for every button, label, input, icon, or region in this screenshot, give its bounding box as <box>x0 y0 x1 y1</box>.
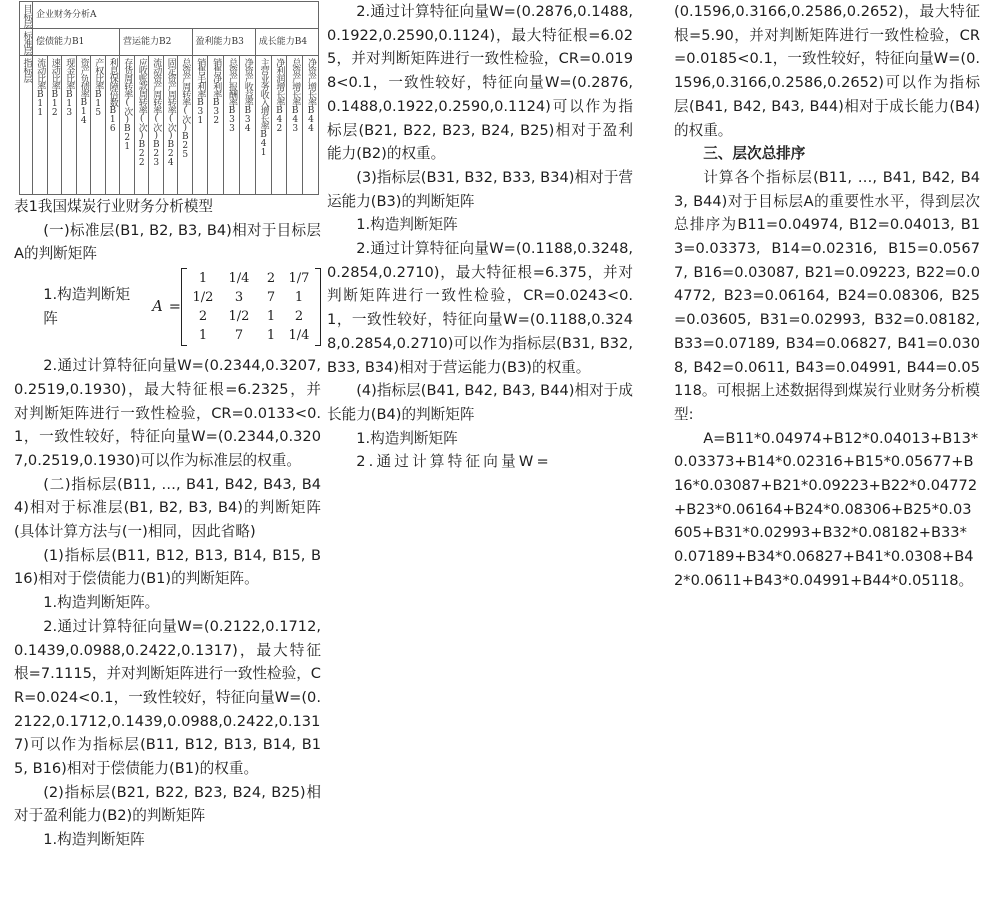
matrix-cell: 1/2 <box>228 309 250 325</box>
table-indicator: 应收账款周转率(次)B22 <box>136 58 147 167</box>
paragraph: (二)指标层(B11, …, B41, B42, B43, B44)相对于标准层(B1, B2, B3, B4)的判断矩阵(具体计算方法与(一)相同，因此省略) <box>14 475 321 541</box>
matrix-cell: 2 <box>294 309 304 325</box>
table-goal: 企业财务分析A <box>36 9 97 20</box>
matrix-label: 1.构造判断矩阵 <box>43 286 131 328</box>
matrix-cell: 1/7 <box>288 271 310 287</box>
table-indicator: 总资产增长率B43 <box>290 58 301 133</box>
table-indicator: 流动资产周转率(次)B23 <box>151 58 162 167</box>
table-indicator-cell <box>62 56 77 195</box>
matrix-cell: 1/2 <box>192 290 214 306</box>
paragraph: 2.通过计算特征向量W= <box>356 453 552 471</box>
matrix-cell: 2 <box>266 271 276 287</box>
paragraph: 1.构造判断矩阵 <box>43 831 145 849</box>
table-indicator-cell <box>178 56 193 195</box>
paragraph: (3)指标层(B31, B32, B33, B34)相对于营运能力(B3)的判断矩阵 <box>327 168 633 210</box>
paragraph: 1.构造判断矩阵 <box>356 216 458 234</box>
table-criteria-b4: 成长能力B4 <box>258 36 308 47</box>
matrix-right-bracket <box>315 268 321 346</box>
financial-model-table <box>19 1 319 195</box>
table-indicator-cell <box>47 56 62 195</box>
matrix-cell: 1 <box>198 328 208 344</box>
table-indicator: 净资产增长率B44 <box>306 58 317 133</box>
table-indicator: 净利润增长率B42 <box>274 58 285 133</box>
table-criteria-b3: 盈利能力B3 <box>195 36 244 47</box>
table-indicator-cell <box>208 56 224 195</box>
matrix-cell: 1 <box>266 309 276 325</box>
table-indicator-cell <box>224 56 240 195</box>
table-indicator: 主营业务收入增长率B41 <box>258 58 269 157</box>
table-criteria-cell <box>120 29 193 56</box>
table-indicator-cell <box>134 56 149 195</box>
table-criteria-b2: 营运能力B2 <box>123 36 172 47</box>
paragraph: (1)指标层(B11, B12, B13, B14, B15, B16)相对于偿债能力(B1)的判断矩阵。 <box>14 546 321 588</box>
matrix-symbol: A <box>152 298 163 316</box>
matrix-cell: 1/4 <box>228 271 250 287</box>
paragraph: (2)指标层(B21, B22, B23, B24, B25)相对于盈利能力(B2)的判断矩阵 <box>14 783 321 825</box>
column-right <box>674 0 980 593</box>
matrix-cell: 3 <box>234 290 244 306</box>
matrix-cell: 2 <box>198 309 208 325</box>
matrix-cell: 7 <box>266 290 276 306</box>
table-indicator: 存货周转率(次)B21 <box>122 58 133 151</box>
table-indicator: 总资产报酬率B33 <box>226 58 237 133</box>
paragraph: 计算各个指标层(B11, …, B41, B42, B43, B44)对于目标层A的重要性水平，得到层次总排序为B11=0.04974, B12=0.04013, B13=0.03373, B14=0.02316, B15=0.05677, B16=0.03087, B21=0.09223, B22=0.04772, B23=0.06164, B24=0.08306, B25=0.03605, B31=0.02993, B32=0.08182, B33=0.07189, B34=0.06827, B41=0.0308, B42=0.0611, B43=0.04991, B44=0.05118。可根据上述数据得到煤炭行业财务分析模型: <box>674 168 980 423</box>
formula: A=B11*0.04974+B12*0.04013+B13*0.03373+B14*0.02316+B15*0.05677+B16*0.03087+B21*0.09223+B22*0.04772+B23*0.06164+B24*0.08306+B25*0.03605+B31*0.02993+B32*0.08182+B33*0.07189+B34*0.06827+B41*0.0308+B42*0.0611+B43*0.04991+B44*0.05118。 <box>674 429 979 589</box>
table-indicator-cell <box>163 56 178 195</box>
table-indicator: 产权比率B15 <box>93 58 104 117</box>
table-criteria-label-cell <box>20 29 33 56</box>
table-caption: 表1我国煤炭行业财务分析模型 <box>14 198 214 215</box>
table-indicator: 总资产周转率(次)B25 <box>180 58 191 159</box>
table-indicator-cell <box>287 56 303 195</box>
matrix-cell: 1 <box>198 271 208 287</box>
table-indicator-cell <box>91 56 106 195</box>
table-criteria-label: 标准层 <box>21 31 32 55</box>
table-indicator-cell <box>255 56 271 195</box>
table-indicator: 速动比率B12 <box>49 58 60 117</box>
table-indicator-cell <box>105 56 120 195</box>
table-criteria-cell <box>33 29 120 56</box>
paragraph: 1.构造判断矩阵 <box>356 429 458 447</box>
matrix-cell: 7 <box>234 328 244 344</box>
paragraph: (一)标准层(B1, B2, B3, B4)相对于目标层A的判断矩阵 <box>14 221 321 263</box>
matrix-equals: = <box>168 298 181 316</box>
column-left <box>14 0 321 852</box>
matrix-body <box>181 268 321 346</box>
table-indicator: 净资产收益率B34 <box>242 58 253 133</box>
section-heading: 三、层次总排序 <box>703 145 806 163</box>
paragraph: 2.通过计算特征向量W=(0.2344,0.3207,0.2519,0.1930)，最大特征根=6.2325，并对判断矩阵进行一致性检验，CR=0.0133<0.1，一致性较好，特征向量W=(0.2344,0.3207,0.2519,0.1930)可以作为标准层的权重。 <box>14 357 321 469</box>
table-indicator-label-cell <box>20 56 33 195</box>
table-criteria-cell <box>192 29 255 56</box>
table-indicator-cell <box>192 56 208 195</box>
table-indicator: 现金比率B13 <box>64 58 75 117</box>
table-indicator: 销售净利率B32 <box>211 58 222 125</box>
table-indicator-cell <box>149 56 164 195</box>
matrix-grid <box>187 270 315 344</box>
table-indicator-cell <box>33 56 48 195</box>
table-indicator-cell <box>303 56 319 195</box>
judgment-matrix <box>14 268 321 346</box>
matrix-cell: 1 <box>266 328 276 344</box>
table-criteria-b1: 偿债能力B1 <box>36 36 85 47</box>
table-indicator-cell <box>120 56 135 195</box>
table-goal-cell <box>33 2 319 29</box>
table-criteria-cell <box>255 29 318 56</box>
paragraph: 2.通过计算特征向量W=(0.1188,0.3248,0.2854,0.2710)，最大特征根=6.375，并对判断矩阵进行一致性检验，CR=0.0243<0.1，一致性较好，特征向量W=(0.1188,0.3248,0.2854,0.2710)可以作为指标层(B31, B32, B33, B34)相对于营运能力(B3)的权重。 <box>327 240 633 376</box>
table-indicator-label: 指标层 <box>21 58 32 82</box>
table-indicator: 资产负债率B14 <box>78 58 89 125</box>
table-goal-label: 目标层 <box>21 4 32 28</box>
paragraph: 2.通过计算特征向量W=(0.2876,0.1488,0.1922,0.2590,0.1124)，最大特征根=6.025，并对判断矩阵进行一致性检验，CR=0.0198<0.1，一致性较好，特征向量W=(0.2876,0.1488,0.1922,0.2590,0.1124)可以作为指标层(B21, B22, B23, B24, B25)相对于盈利能力(B2)的权重。 <box>327 3 633 163</box>
column-middle <box>327 0 633 474</box>
paragraph: (4)指标层(B41, B42, B43, B44)相对于成长能力(B4)的判断矩阵 <box>327 382 633 423</box>
table-indicator: 流动比率B11 <box>35 58 46 117</box>
table-indicator-cell <box>239 56 255 195</box>
table-indicator: 固定资产周转率(次)B24 <box>165 58 176 167</box>
paragraph: (0.1596,0.3166,0.2586,0.2652)，最大特征根=5.90，并对判断矩阵进行一致性检验，CR=0.0185<0.1，一致性较好，特征向量W=(0.1596,0.3166,0.2586,0.2652)可以作为指标层(B41, B42, B43, B44)相对于成长能力(B4)的权重。 <box>674 3 980 139</box>
table-indicator-cell <box>271 56 287 195</box>
table-goal-label-cell <box>20 2 33 29</box>
paragraph: 1.构造判断矩阵。 <box>43 594 160 612</box>
table-indicator-cell <box>76 56 91 195</box>
matrix-cell: 1 <box>294 290 304 306</box>
table-indicator: 利息保障倍数B16 <box>107 58 118 133</box>
table-indicator: 销售毛利率B31 <box>195 58 206 125</box>
matrix-cell: 1/4 <box>288 328 310 344</box>
paragraph: 2.通过计算特征向量W=(0.2122,0.1712,0.1439,0.0988,0.2422,0.1317)，最大特征根=7.1115，并对判断矩阵进行一致性检验，CR=0.024<0.1，一致性较好，特征向量W=(0.2122,0.1712,0.1439,0.0988,0.2422,0.1317)可以作为指标层(B11, B12, B13, B14, B15, B16)相对于偿债能力(B1)的权重。 <box>14 617 321 778</box>
